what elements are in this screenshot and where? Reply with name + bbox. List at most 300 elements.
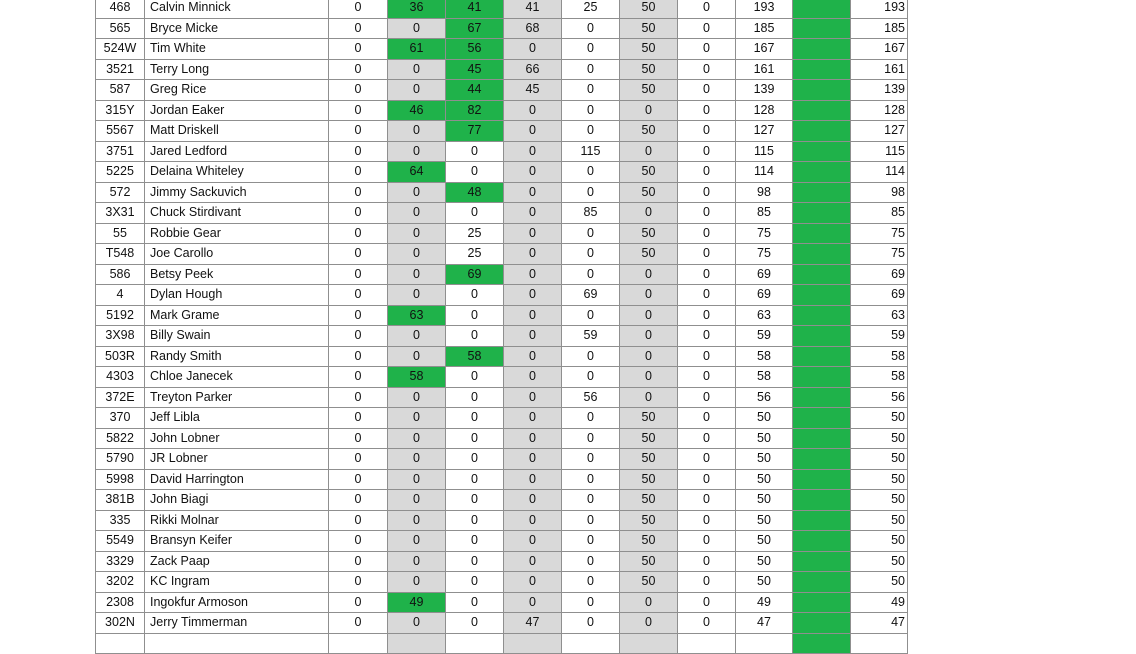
- points-total-cell: 50: [851, 572, 908, 593]
- race-points-cell: 50: [620, 428, 678, 449]
- table-row: [96, 264, 908, 285]
- race-points-cell: 0: [504, 100, 562, 121]
- highlight-column-cell: [793, 305, 851, 326]
- points-subtotal-cell: 127: [736, 121, 793, 142]
- driver-name-cell: Greg Rice: [145, 80, 329, 101]
- race-points-cell: 50: [620, 469, 678, 490]
- race-points-cell: 0: [678, 0, 736, 18]
- race-points-cell: 77: [446, 121, 504, 142]
- table-row: [96, 121, 908, 142]
- race-points-cell: 45: [446, 59, 504, 80]
- race-points-cell: 0: [620, 326, 678, 347]
- driver-name-cell: David Harrington: [145, 469, 329, 490]
- race-points-cell: 0: [678, 510, 736, 531]
- driver-name-cell: KC Ingram: [145, 572, 329, 593]
- race-points-cell: 0: [388, 613, 446, 634]
- race-points-cell: 0: [446, 428, 504, 449]
- driver-name-cell: Bryce Micke: [145, 18, 329, 39]
- points-total-cell: 185: [851, 18, 908, 39]
- race-points-cell: 85: [562, 203, 620, 224]
- race-points-cell: 0: [678, 428, 736, 449]
- race-points-cell: 0: [504, 490, 562, 511]
- race-points-cell: 0: [329, 449, 388, 470]
- race-points-cell: 0: [620, 305, 678, 326]
- race-points-cell: 56: [446, 39, 504, 60]
- points-total-cell: 139: [851, 80, 908, 101]
- table-row: [96, 305, 908, 326]
- race-points-cell: 49: [388, 592, 446, 613]
- race-points-cell: 0: [504, 203, 562, 224]
- race-points-cell: 0: [329, 80, 388, 101]
- highlight-column-cell: [793, 367, 851, 388]
- race-points-cell: 0: [388, 449, 446, 470]
- points-subtotal-cell: 58: [736, 367, 793, 388]
- race-points-cell: 0: [446, 203, 504, 224]
- race-points-cell: 0: [329, 408, 388, 429]
- race-points-cell: 0: [504, 531, 562, 552]
- points-subtotal-cell: 50: [736, 449, 793, 470]
- race-points-cell: 50: [620, 223, 678, 244]
- race-points-cell: 61: [388, 39, 446, 60]
- table-row: [96, 100, 908, 121]
- race-points-cell: 58: [388, 367, 446, 388]
- car-number-cell: 3202: [96, 572, 145, 593]
- driver-name-cell: Chuck Stirdivant: [145, 203, 329, 224]
- highlight-column-cell: [793, 141, 851, 162]
- highlight-column-cell: [793, 59, 851, 80]
- race-points-cell: 50: [620, 408, 678, 429]
- points-total-cell: 127: [851, 121, 908, 142]
- race-points-cell: 64: [388, 162, 446, 183]
- race-points-cell: 0: [388, 18, 446, 39]
- highlight-column-cell: [793, 285, 851, 306]
- points-subtotal-cell: 50: [736, 469, 793, 490]
- table-row: [96, 182, 908, 203]
- car-number-cell: 3329: [96, 551, 145, 572]
- race-points-cell: 0: [562, 490, 620, 511]
- race-points-cell: 0: [329, 510, 388, 531]
- race-points-cell: 0: [678, 326, 736, 347]
- driver-name-cell: JR Lobner: [145, 449, 329, 470]
- highlight-column-cell: [793, 592, 851, 613]
- points-subtotal-cell: 114: [736, 162, 793, 183]
- points-subtotal-cell: 50: [736, 428, 793, 449]
- race-points-cell: 0: [329, 18, 388, 39]
- table-row: [96, 613, 908, 634]
- points-total-cell: 50: [851, 531, 908, 552]
- race-points-cell: 0: [504, 39, 562, 60]
- points-subtotal-cell: 161: [736, 59, 793, 80]
- race-points-cell: 50: [620, 39, 678, 60]
- race-points-cell: 0: [678, 162, 736, 183]
- race-points-cell: 0: [504, 572, 562, 593]
- points-total-cell: 49: [851, 592, 908, 613]
- race-points-cell: 0: [678, 531, 736, 552]
- driver-name-cell: Matt Driskell: [145, 121, 329, 142]
- highlight-column-cell: [793, 39, 851, 60]
- car-number-cell: [96, 633, 145, 654]
- points-total-cell: 59: [851, 326, 908, 347]
- points-subtotal-cell: 69: [736, 285, 793, 306]
- race-points-cell: 0: [504, 408, 562, 429]
- table-row: [96, 551, 908, 572]
- race-points-cell: 0: [562, 121, 620, 142]
- driver-name-cell: [145, 633, 329, 654]
- race-points-cell: 50: [620, 0, 678, 18]
- points-total-cell: 50: [851, 428, 908, 449]
- race-points-cell: 0: [329, 592, 388, 613]
- car-number-cell: 5549: [96, 531, 145, 552]
- race-points-cell: 0: [504, 121, 562, 142]
- race-points-cell: 0: [504, 428, 562, 449]
- race-points-cell: 0: [388, 264, 446, 285]
- race-points-cell: 41: [446, 0, 504, 18]
- highlight-column-cell: [793, 551, 851, 572]
- highlight-column-cell: [793, 428, 851, 449]
- race-points-cell: 0: [620, 203, 678, 224]
- race-points-cell: 69: [562, 285, 620, 306]
- race-points-cell: 0: [562, 551, 620, 572]
- points-total-cell: 58: [851, 346, 908, 367]
- driver-name-cell: Dylan Hough: [145, 285, 329, 306]
- table-row: [96, 387, 908, 408]
- driver-name-cell: Jerry Timmerman: [145, 613, 329, 634]
- race-points-cell: 0: [388, 469, 446, 490]
- car-number-cell: 5790: [96, 449, 145, 470]
- points-subtotal-cell: 75: [736, 244, 793, 265]
- points-total-cell: 50: [851, 551, 908, 572]
- points-total-cell: 56: [851, 387, 908, 408]
- race-points-cell: 0: [620, 592, 678, 613]
- highlight-column-cell: [793, 633, 851, 654]
- race-points-cell: 0: [388, 285, 446, 306]
- highlight-column-cell: [793, 469, 851, 490]
- race-points-cell: [562, 633, 620, 654]
- points-subtotal-cell: 139: [736, 80, 793, 101]
- race-points-cell: 0: [504, 387, 562, 408]
- table-row: [96, 80, 908, 101]
- race-points-cell: 0: [329, 121, 388, 142]
- race-points-cell: 0: [329, 203, 388, 224]
- car-number-cell: 5192: [96, 305, 145, 326]
- race-points-cell: 0: [504, 264, 562, 285]
- race-points-cell: 0: [388, 326, 446, 347]
- race-points-cell: 44: [446, 80, 504, 101]
- race-points-cell: 50: [620, 162, 678, 183]
- highlight-column-cell: [793, 572, 851, 593]
- race-points-cell: 0: [329, 285, 388, 306]
- race-points-cell: 0: [620, 100, 678, 121]
- race-points-cell: 0: [446, 162, 504, 183]
- race-points-cell: 0: [329, 367, 388, 388]
- race-points-cell: 0: [504, 449, 562, 470]
- race-points-cell: 47: [504, 613, 562, 634]
- points-total-cell: 47: [851, 613, 908, 634]
- race-points-cell: 0: [678, 408, 736, 429]
- points-subtotal-cell: 49: [736, 592, 793, 613]
- race-points-cell: 0: [504, 592, 562, 613]
- driver-name-cell: Rikki Molnar: [145, 510, 329, 531]
- race-points-cell: 0: [388, 531, 446, 552]
- points-total-cell: 69: [851, 285, 908, 306]
- points-subtotal-cell: 50: [736, 510, 793, 531]
- driver-name-cell: John Lobner: [145, 428, 329, 449]
- race-points-cell: [446, 633, 504, 654]
- points-total-cell: 69: [851, 264, 908, 285]
- car-number-cell: 3X31: [96, 203, 145, 224]
- race-points-cell: 0: [329, 59, 388, 80]
- points-subtotal-cell: 115: [736, 141, 793, 162]
- race-points-cell: 0: [620, 141, 678, 162]
- highlight-column-cell: [793, 613, 851, 634]
- race-points-cell: 50: [620, 80, 678, 101]
- driver-name-cell: Calvin Minnick: [145, 0, 329, 18]
- highlight-column-cell: [793, 0, 851, 18]
- highlight-column-cell: [793, 510, 851, 531]
- driver-name-cell: Ingokfur Armoson: [145, 592, 329, 613]
- highlight-column-cell: [793, 162, 851, 183]
- race-points-cell: 0: [678, 39, 736, 60]
- driver-name-cell: Treyton Parker: [145, 387, 329, 408]
- car-number-cell: 4: [96, 285, 145, 306]
- car-number-cell: 572: [96, 182, 145, 203]
- race-points-cell: 50: [620, 490, 678, 511]
- race-points-cell: 0: [329, 613, 388, 634]
- car-number-cell: 381B: [96, 490, 145, 511]
- car-number-cell: 468: [96, 0, 145, 18]
- highlight-column-cell: [793, 387, 851, 408]
- car-number-cell: 586: [96, 264, 145, 285]
- race-points-cell: 0: [329, 346, 388, 367]
- table-row: [96, 367, 908, 388]
- race-points-cell: 0: [388, 141, 446, 162]
- points-total-cell: 85: [851, 203, 908, 224]
- race-points-cell: 0: [678, 305, 736, 326]
- driver-name-cell: Billy Swain: [145, 326, 329, 347]
- race-points-cell: 0: [329, 469, 388, 490]
- points-total-cell: 50: [851, 469, 908, 490]
- points-total-cell: 115: [851, 141, 908, 162]
- points-total-cell: 75: [851, 244, 908, 265]
- points-total-cell: 50: [851, 510, 908, 531]
- race-points-cell: 0: [562, 18, 620, 39]
- race-points-cell: 0: [446, 551, 504, 572]
- driver-name-cell: Joe Carollo: [145, 244, 329, 265]
- race-points-cell: 0: [562, 592, 620, 613]
- race-points-cell: [678, 633, 736, 654]
- points-total-cell: 167: [851, 39, 908, 60]
- car-number-cell: 565: [96, 18, 145, 39]
- race-points-cell: 0: [562, 59, 620, 80]
- race-points-cell: 50: [620, 18, 678, 39]
- race-points-cell: 0: [329, 428, 388, 449]
- race-points-cell: 0: [678, 572, 736, 593]
- table-row: [96, 469, 908, 490]
- driver-name-cell: Tim White: [145, 39, 329, 60]
- race-points-cell: 0: [562, 510, 620, 531]
- highlight-column-cell: [793, 408, 851, 429]
- race-points-cell: 0: [504, 223, 562, 244]
- car-number-cell: 2308: [96, 592, 145, 613]
- points-subtotal-cell: 50: [736, 490, 793, 511]
- race-points-cell: 0: [329, 572, 388, 593]
- driver-name-cell: Delaina Whiteley: [145, 162, 329, 183]
- points-subtotal-cell: 50: [736, 551, 793, 572]
- race-points-cell: 0: [329, 141, 388, 162]
- race-points-cell: 0: [562, 428, 620, 449]
- race-points-cell: 0: [562, 367, 620, 388]
- points-subtotal-cell: 75: [736, 223, 793, 244]
- race-points-cell: 0: [446, 490, 504, 511]
- race-points-cell: 0: [678, 80, 736, 101]
- race-points-cell: 0: [678, 223, 736, 244]
- race-points-cell: 0: [678, 551, 736, 572]
- driver-name-cell: Robbie Gear: [145, 223, 329, 244]
- points-subtotal-cell: 58: [736, 346, 793, 367]
- race-points-cell: 82: [446, 100, 504, 121]
- race-points-cell: 0: [446, 367, 504, 388]
- table-row: [96, 346, 908, 367]
- race-points-cell: 0: [446, 387, 504, 408]
- table-row: [96, 0, 908, 18]
- race-points-cell: 0: [678, 121, 736, 142]
- race-points-cell: 0: [562, 80, 620, 101]
- race-points-cell: 50: [620, 572, 678, 593]
- points-subtotal-cell: 59: [736, 326, 793, 347]
- car-number-cell: 5998: [96, 469, 145, 490]
- race-points-cell: 58: [446, 346, 504, 367]
- race-points-cell: 0: [446, 326, 504, 347]
- race-points-cell: 0: [329, 162, 388, 183]
- race-points-cell: 50: [620, 551, 678, 572]
- race-points-cell: 0: [388, 510, 446, 531]
- race-points-cell: 25: [446, 244, 504, 265]
- car-number-cell: 370: [96, 408, 145, 429]
- race-points-cell: 0: [620, 346, 678, 367]
- highlight-column-cell: [793, 18, 851, 39]
- race-points-cell: 0: [620, 367, 678, 388]
- race-points-cell: 0: [678, 244, 736, 265]
- race-points-cell: 48: [446, 182, 504, 203]
- race-points-cell: 0: [504, 141, 562, 162]
- highlight-column-cell: [793, 203, 851, 224]
- table-row: [96, 592, 908, 613]
- race-points-cell: 69: [446, 264, 504, 285]
- race-points-cell: 0: [562, 100, 620, 121]
- race-points-cell: 0: [562, 346, 620, 367]
- race-points-cell: 0: [446, 449, 504, 470]
- driver-name-cell: Jared Ledford: [145, 141, 329, 162]
- race-points-cell: 0: [388, 244, 446, 265]
- race-points-cell: 0: [620, 613, 678, 634]
- highlight-column-cell: [793, 121, 851, 142]
- race-points-cell: 0: [329, 305, 388, 326]
- race-points-cell: 50: [620, 449, 678, 470]
- race-points-cell: 0: [446, 531, 504, 552]
- race-points-cell: 25: [562, 0, 620, 18]
- car-number-cell: 524W: [96, 39, 145, 60]
- driver-name-cell: Chloe Janecek: [145, 367, 329, 388]
- race-points-cell: 0: [388, 408, 446, 429]
- driver-name-cell: Bransyn Keifer: [145, 531, 329, 552]
- driver-name-cell: Betsy Peek: [145, 264, 329, 285]
- table-row: [96, 531, 908, 552]
- points-total-cell: 50: [851, 449, 908, 470]
- race-points-cell: 0: [620, 387, 678, 408]
- car-number-cell: 372E: [96, 387, 145, 408]
- car-number-cell: 335: [96, 510, 145, 531]
- race-points-cell: 0: [329, 326, 388, 347]
- highlight-column-cell: [793, 490, 851, 511]
- race-points-cell: 0: [562, 182, 620, 203]
- race-points-cell: 0: [388, 223, 446, 244]
- points-total-cell: 161: [851, 59, 908, 80]
- race-points-cell: 0: [562, 408, 620, 429]
- race-points-cell: 0: [678, 18, 736, 39]
- race-points-cell: 0: [446, 613, 504, 634]
- highlight-column-cell: [793, 80, 851, 101]
- race-points-cell: 0: [504, 162, 562, 183]
- race-points-cell: 0: [562, 305, 620, 326]
- race-points-cell: 0: [446, 572, 504, 593]
- race-points-cell: 0: [678, 490, 736, 511]
- points-subtotal-cell: 98: [736, 182, 793, 203]
- race-points-cell: 0: [504, 285, 562, 306]
- points-total-cell: 50: [851, 490, 908, 511]
- race-points-cell: 68: [504, 18, 562, 39]
- race-points-cell: 0: [562, 223, 620, 244]
- race-points-cell: 0: [562, 264, 620, 285]
- points-subtotal-cell: 56: [736, 387, 793, 408]
- points-total-cell: 50: [851, 408, 908, 429]
- points-total-cell: 193: [851, 0, 908, 18]
- car-number-cell: 3751: [96, 141, 145, 162]
- race-points-cell: 0: [446, 141, 504, 162]
- race-points-cell: 0: [446, 408, 504, 429]
- race-points-cell: 0: [388, 59, 446, 80]
- table-row: [96, 223, 908, 244]
- race-points-cell: 0: [678, 203, 736, 224]
- race-points-cell: 0: [388, 182, 446, 203]
- car-number-cell: T548: [96, 244, 145, 265]
- points-subtotal-cell: 167: [736, 39, 793, 60]
- race-points-cell: 0: [678, 264, 736, 285]
- race-points-cell: 0: [388, 203, 446, 224]
- race-points-cell: 0: [329, 264, 388, 285]
- driver-name-cell: Zack Paap: [145, 551, 329, 572]
- highlight-column-cell: [793, 100, 851, 121]
- race-points-cell: 0: [678, 387, 736, 408]
- points-subtotal-cell: 50: [736, 572, 793, 593]
- highlight-column-cell: [793, 264, 851, 285]
- race-points-cell: 0: [678, 613, 736, 634]
- race-points-cell: 0: [388, 572, 446, 593]
- race-points-cell: 0: [678, 449, 736, 470]
- table-row: [96, 572, 908, 593]
- highlight-column-cell: [793, 223, 851, 244]
- race-points-cell: 0: [504, 367, 562, 388]
- table-row: [96, 285, 908, 306]
- standings-rows: [96, 0, 908, 654]
- race-points-cell: 50: [620, 531, 678, 552]
- driver-name-cell: John Biagi: [145, 490, 329, 511]
- driver-name-cell: Jordan Eaker: [145, 100, 329, 121]
- race-points-cell: 0: [329, 490, 388, 511]
- race-points-cell: 0: [446, 592, 504, 613]
- table-row: [96, 326, 908, 347]
- points-subtotal-cell: 193: [736, 0, 793, 18]
- race-points-cell: 0: [388, 121, 446, 142]
